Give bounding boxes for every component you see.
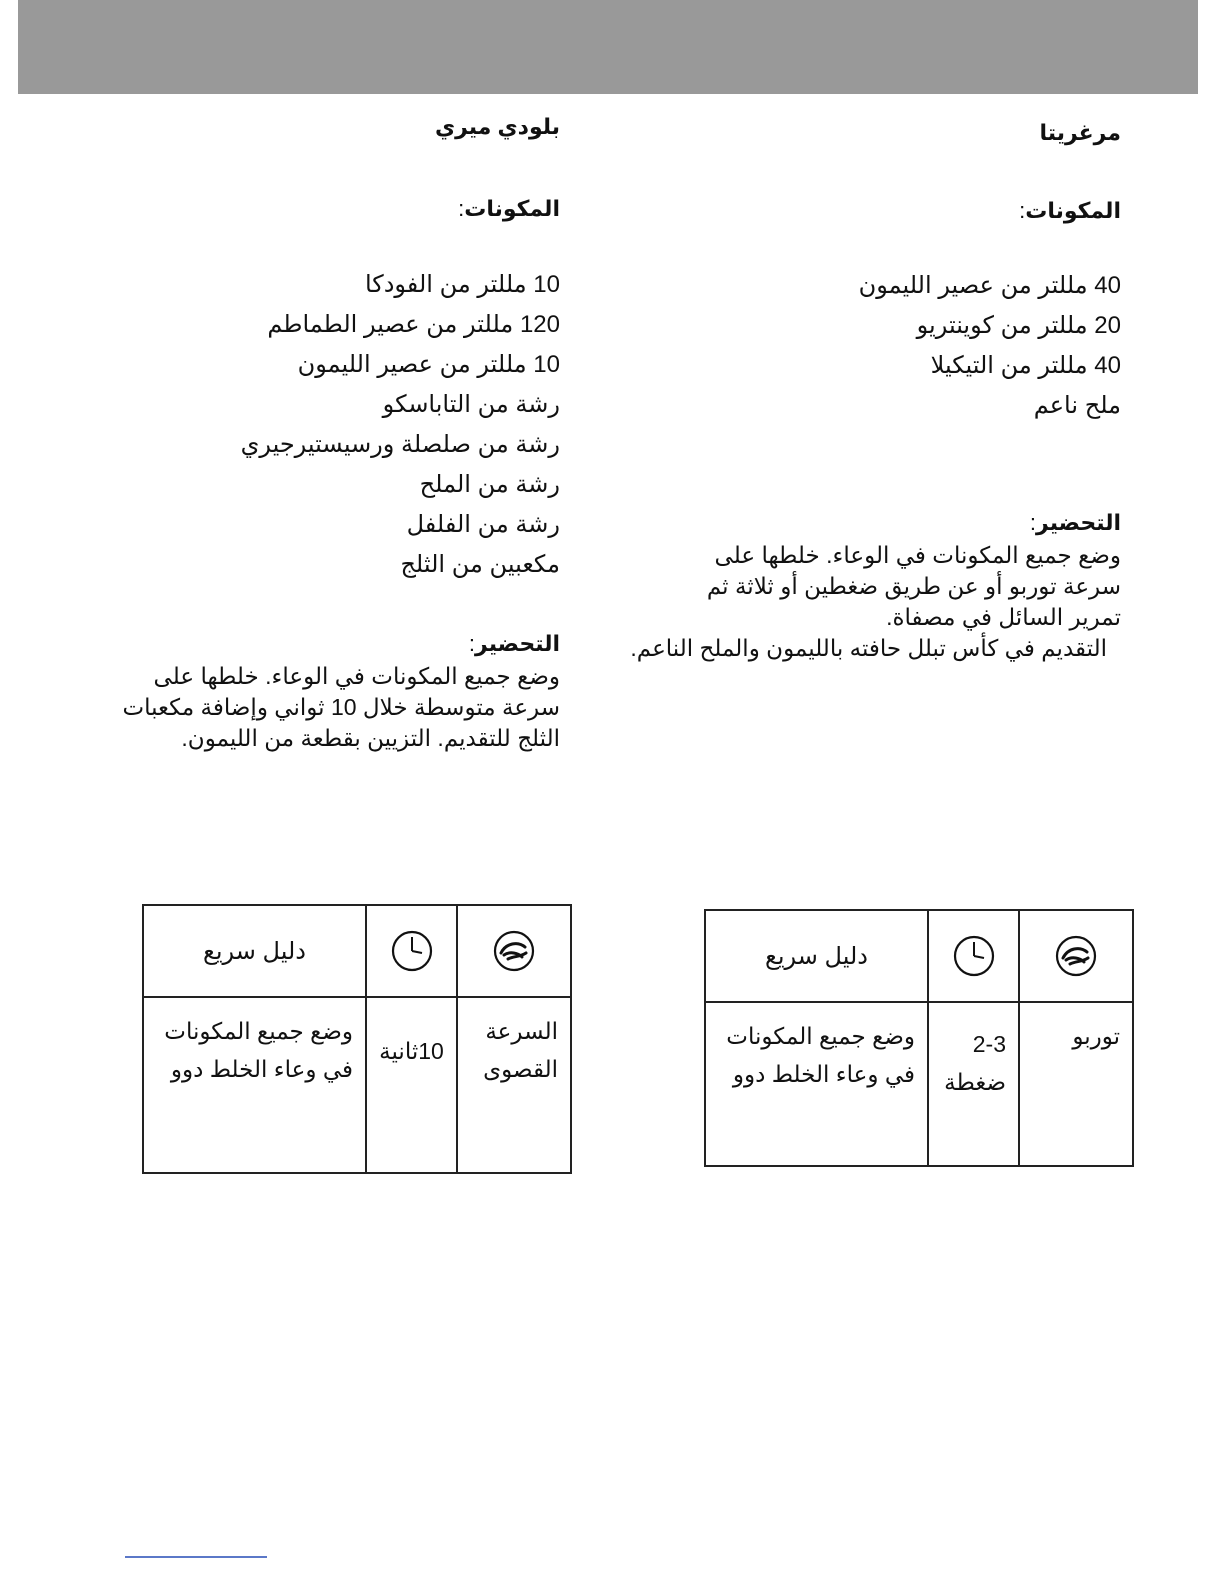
list-item: رشة من الملح — [419, 471, 560, 498]
speed-dial-icon — [492, 929, 536, 973]
preparation-text — [90, 661, 560, 754]
preparation-line: وضع جميع المكونات في الوعاء. خلطها على — [714, 542, 1121, 568]
list-item: 120 مللتر من عصير الطماطم — [267, 311, 560, 338]
preparation-colon: : — [1029, 510, 1037, 535]
speed-dial-icon — [1054, 934, 1098, 978]
recipe-margarita — [630, 118, 1121, 664]
components-colon: : — [458, 196, 465, 221]
list-item: رشة من التاباسكو — [382, 391, 560, 418]
table-row — [705, 1002, 1133, 1166]
clock-icon — [952, 934, 996, 978]
quick-guide-table-margarita — [704, 909, 1134, 1167]
speed-header-cell — [1019, 910, 1133, 1002]
list-item: 20 مللتر من كوينتريو — [916, 312, 1121, 339]
list-item: 40 مللتر من التيكيلا — [930, 352, 1121, 379]
preparation-heading-text: التحضير — [1036, 510, 1121, 535]
instruction-line: وضع جميع المكونات — [726, 1023, 915, 1049]
speed-value: القصوى — [483, 1056, 558, 1082]
speed-cell — [457, 997, 571, 1173]
speed-value: السرعة — [485, 1018, 558, 1044]
table-header-row — [143, 905, 571, 997]
time-header-cell — [366, 905, 457, 997]
preparation-heading — [651, 508, 1121, 538]
speed-header-cell — [457, 905, 571, 997]
time-header-cell — [928, 910, 1019, 1002]
time-cell — [366, 997, 457, 1173]
list-item: 10 مللتر من عصير الليمون — [297, 351, 560, 378]
recipe-title: بلودي ميري — [434, 114, 560, 139]
speed-value: توربو — [1072, 1023, 1120, 1049]
preparation-line: الثلج للتقديم. التزيين بقطعة من الليمون. — [181, 725, 560, 751]
clock-icon — [390, 929, 434, 973]
components-heading-text: المكونات — [1025, 198, 1121, 223]
footer-line — [125, 1556, 267, 1558]
quick-guide-label: دليل سريع — [143, 905, 366, 997]
preparation-text — [630, 540, 1121, 664]
list-item: ملح ناعم — [1033, 392, 1121, 419]
table-row — [143, 997, 571, 1173]
components-colon: : — [1019, 198, 1026, 223]
list-item: رشة من صلصلة ورسيستيرجيري — [240, 431, 560, 458]
preparation-line: تمرير السائل في مصفاة. — [886, 604, 1121, 630]
recipe-title: مرغريتا — [1039, 120, 1121, 145]
list-item: رشة من الفلفل — [406, 511, 560, 538]
speed-cell — [1019, 1002, 1133, 1166]
preparation-line: سرعة توربو أو عن طريق ضغطين أو ثلاثة ثم — [706, 573, 1121, 599]
serving-line: التقديم في كأس تبلل حافته بالليمون والملح الناعم. — [630, 635, 1107, 661]
components-heading-text: المكونات — [464, 196, 560, 221]
list-item: 40 مللتر من عصير الليمون — [858, 272, 1121, 299]
instruction-line: في وعاء الخلط دوو — [170, 1056, 353, 1082]
ingredients-list — [651, 266, 1121, 426]
header-bar — [18, 0, 1198, 94]
time-value: 2-3 — [972, 1031, 1006, 1057]
time-unit: ضغطة — [944, 1069, 1006, 1095]
preparation-colon: : — [468, 631, 476, 656]
time-cell — [928, 1002, 1019, 1166]
time-value: 10ثانية — [379, 1038, 444, 1064]
list-item: مكعبين من الثلج — [400, 551, 560, 578]
preparation-line: وضع جميع المكونات في الوعاء. خلطها على — [153, 663, 560, 689]
preparation-line: سرعة متوسطة خلال 10 ثواني وإضافة مكعبات — [122, 694, 560, 720]
preparation-heading-text: التحضير — [475, 631, 560, 656]
components-heading — [651, 196, 1121, 226]
components-heading — [90, 194, 560, 224]
table-header-row — [705, 910, 1133, 1002]
preparation-heading — [90, 629, 560, 659]
instruction-line: وضع جميع المكونات — [164, 1018, 353, 1044]
instruction-line: في وعاء الخلط دوو — [732, 1061, 915, 1087]
quick-guide-table-bloody-mary — [142, 904, 572, 1174]
instruction-cell — [705, 1002, 928, 1166]
instruction-cell — [143, 997, 366, 1173]
ingredients-list — [90, 265, 560, 585]
list-item: 10 مللتر من الفودكا — [364, 271, 560, 298]
recipe-bloody-mary — [90, 112, 560, 754]
quick-guide-label: دليل سريع — [705, 910, 928, 1002]
